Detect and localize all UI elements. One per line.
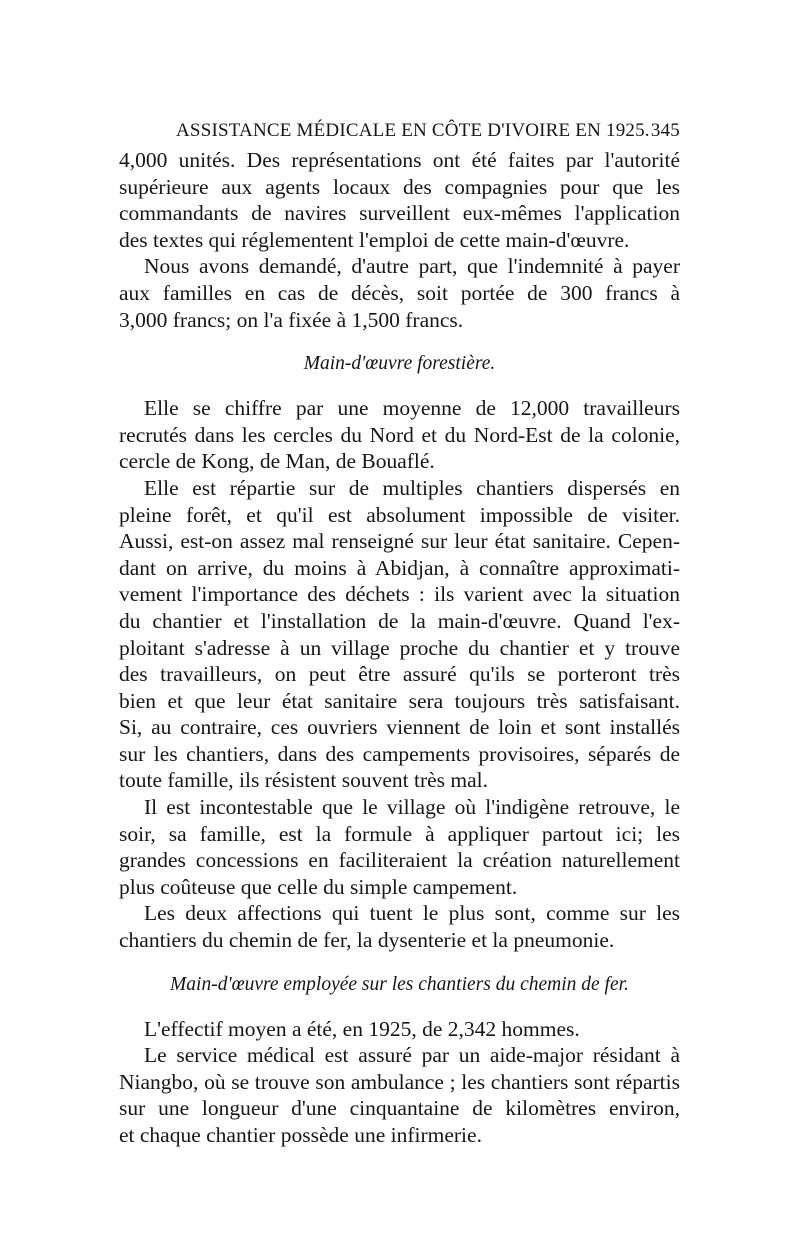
paragraph	[119, 395, 680, 475]
paragraph	[119, 1042, 680, 1148]
paragraph	[119, 253, 680, 333]
text-line: vement l'importance des déchets : ils varient avec la situation	[119, 582, 680, 607]
text-line: du chantier et l'installation de la main-d'œuvre. Quand l'ex-	[119, 608, 680, 633]
text-line: Les deux affections qui tuent le plus sont, comme sur les	[144, 901, 680, 926]
text-line: Elle est répartie sur de multiples chantiers dispersés en	[144, 475, 680, 500]
running-head-title: ASSISTANCE MÉDICALE EN CÔTE D'IVOIRE EN 1925.	[176, 120, 650, 141]
text-line: plus coûteuse que celle du simple campement.	[119, 874, 518, 899]
body-text	[119, 147, 680, 1149]
text-line: sur une longueur d'une cinquantaine de kilomètres environ,	[119, 1096, 680, 1121]
paragraph	[119, 147, 680, 253]
text-line: soir, sa famille, est la formule à appliquer partout ici; les	[119, 821, 680, 846]
paragraph	[119, 900, 680, 953]
text-line: supérieure aux agents locaux des compagnies pour que les	[119, 174, 680, 199]
text-line: 4,000 unités. Des représentations ont été faites par l'autorité	[119, 148, 680, 172]
running-head	[148, 116, 680, 146]
text-line: 3,000 francs; on l'a fixée à 1,500 francs.	[119, 307, 464, 332]
text-line: chantiers du chemin de fer, la dysenterie et la pneumonie.	[119, 928, 615, 953]
text-line: et chaque chantier possède une infirmerie.	[119, 1123, 482, 1147]
text-line: pleine forêt, et qu'il est absolument impossible de visiter.	[119, 502, 680, 527]
text-line: grandes concessions en faciliteraient la création naturellement	[119, 848, 680, 873]
text-line: L'effectif moyen a été, en 1925, de 2,342 hommes.	[144, 1016, 580, 1041]
text-line: Si, au contraire, ces ouvriers viennent de loin et sont installés	[119, 715, 680, 740]
text-line: dant on arrive, du moins à Abidjan, à connaître approximati-	[119, 555, 680, 580]
text-line: Nous avons demandé, d'autre part, que l'indemnité à payer	[144, 254, 680, 279]
text-line: bien et que leur état sanitaire sera toujours très satisfaisant.	[119, 688, 680, 713]
section-heading: Main-d'œuvre forestière.	[303, 353, 496, 375]
text-line: Niangbo, où se trouve son ambulance ; les chantiers sont répartis	[119, 1069, 680, 1094]
text-line: Le service médical est assuré par un aide-major résidant à	[144, 1043, 680, 1068]
text-line: cercle de Kong, de Man, de Bouaflé.	[119, 449, 435, 474]
paragraph	[119, 1016, 680, 1043]
text-line: des textes qui réglementent l'emploi de cette main-d'œuvre.	[119, 227, 630, 252]
text-line: des travailleurs, on peut être assuré qu'ils se porteront très	[119, 662, 680, 687]
text-line: toute famille, ils résistent souvent très mal.	[119, 768, 489, 793]
section-heading: Main-d'œuvre employée sur les chantiers du chemin de fer.	[170, 973, 629, 995]
text-line: aux familles en cas de décès, soit portée de 300 francs à	[119, 280, 680, 305]
page-number: 345	[650, 120, 680, 141]
paragraph	[119, 794, 680, 900]
text-line: Aussi, est-on assez mal renseigné sur leur état sanitaire. Cepen-	[119, 529, 680, 554]
paragraph	[119, 475, 680, 794]
text-line: commandants de navires surveillent eux-mêmes l'application	[119, 201, 680, 226]
text-line: Il est incontestable que le village où l'indigène retrouve, le	[144, 795, 680, 820]
text-line: recrutés dans les cercles du Nord et du Nord-Est de la colonie,	[119, 422, 680, 447]
text-line: ploitant s'adresse à un village proche du chantier et y trouve	[119, 635, 680, 660]
text-line: Elle se chiffre par une moyenne de 12,000 travailleurs	[144, 396, 680, 421]
text-line: sur les chantiers, dans des campements provisoires, séparés de	[119, 741, 680, 766]
